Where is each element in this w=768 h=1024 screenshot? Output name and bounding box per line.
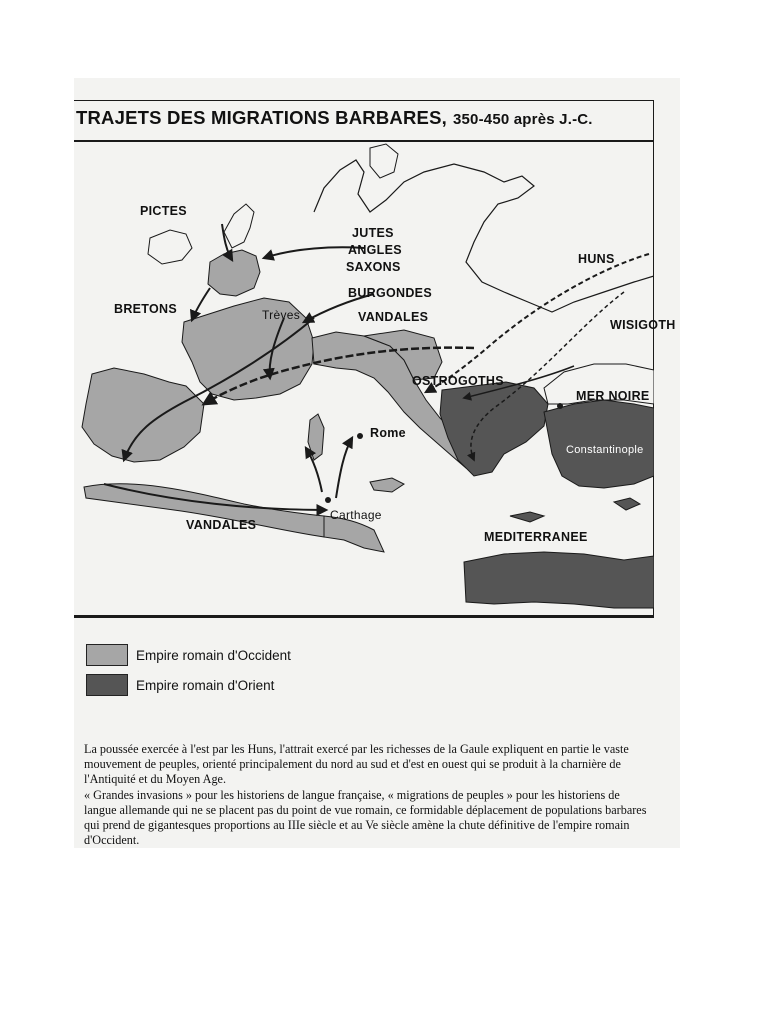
title-text: TRAJETS DES MIGRATIONS BARBARES, bbox=[76, 107, 447, 128]
legend-label-east: Empire romain d'Orient bbox=[136, 677, 275, 693]
label-bretons: BRETONS bbox=[114, 302, 177, 316]
arrow-vandales-italy bbox=[336, 438, 352, 498]
crete bbox=[510, 512, 544, 522]
label-huns: HUNS bbox=[578, 252, 615, 266]
label-burgondes: BURGONDES bbox=[348, 286, 432, 300]
constantinople-dot bbox=[557, 403, 563, 409]
label-rome: Rome bbox=[370, 426, 406, 440]
label-saxons: SAXONS bbox=[346, 260, 401, 274]
cyprus bbox=[614, 498, 640, 510]
carthage-dot bbox=[325, 497, 331, 503]
label-treves: Trèves bbox=[262, 308, 301, 322]
label-vandales-north: VANDALES bbox=[358, 310, 429, 324]
label-mer-noire: MER NOIRE bbox=[576, 389, 650, 403]
britain-south bbox=[208, 250, 260, 296]
legend-swatch-west bbox=[86, 644, 128, 666]
label-jutes: JUTES bbox=[352, 226, 394, 240]
legend-rule bbox=[74, 616, 654, 618]
title-dates: 350-450 après J.-C. bbox=[452, 111, 593, 128]
label-ostrogoths: OSTROGOTHS bbox=[412, 374, 504, 388]
caption bbox=[84, 742, 650, 848]
scandinavia bbox=[370, 144, 398, 178]
sicily bbox=[370, 478, 404, 492]
label-constantinople: Constantinople bbox=[566, 444, 644, 456]
britain-north bbox=[224, 204, 254, 248]
label-mediterranee: MEDITERRANEE bbox=[484, 530, 588, 544]
rome-dot bbox=[357, 433, 363, 439]
iberia bbox=[82, 368, 204, 462]
legend-swatch-east bbox=[86, 674, 128, 696]
label-vandales-south: VANDALES bbox=[186, 518, 257, 532]
caption-paragraph-2: « Grandes invasions » pour les historiens de langue française, « migrations de peuples » pour les historiens de langue allemande qui ne se placent pas du point de vue romain, ce formidable déplacement de populations barbares qui prend de gigantesques proportions au IIIe siècle et au Ve siècle amène la chute définitive de l'empire romain d'Occident. bbox=[84, 787, 647, 848]
label-wisigoths: WISIGOTH bbox=[610, 318, 676, 332]
balkans-east bbox=[440, 382, 548, 476]
ireland bbox=[148, 230, 192, 264]
label-pictes: PICTES bbox=[140, 204, 187, 218]
label-angles: ANGLES bbox=[348, 243, 402, 257]
egypt-levant bbox=[464, 552, 654, 608]
legend-item-east bbox=[86, 674, 274, 696]
corsica-sardinia bbox=[308, 414, 324, 460]
legend-label-west: Empire romain d'Occident bbox=[136, 647, 291, 663]
map-title bbox=[76, 107, 593, 129]
label-carthage: Carthage bbox=[330, 508, 382, 522]
legend-item-west bbox=[86, 644, 291, 666]
caption-paragraph-1: La poussée exercée à l'est par les Huns, l'attrait exercé par les richesses de la Gaule expliquent en partie le vaste mouvement de peuples, orienté principalement du nord au sud et d'est en ouest qui se produit à la charnière de l'Antiquité et du Moyen Age. bbox=[84, 742, 629, 787]
